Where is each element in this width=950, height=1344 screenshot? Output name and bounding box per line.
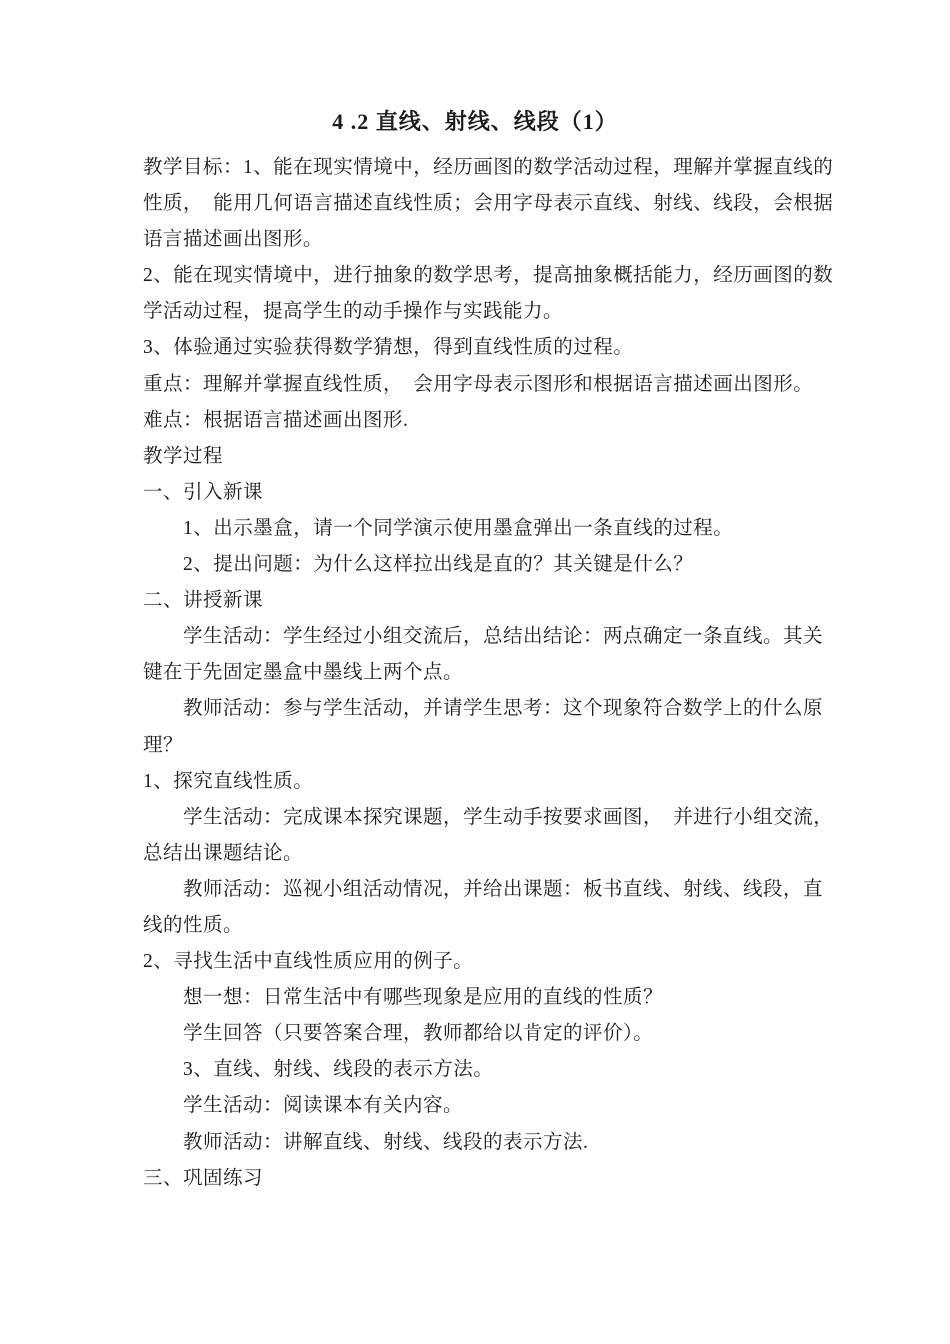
document-line: 线的性质。 bbox=[143, 914, 244, 936]
document-line: 想一想：日常生活中有哪些现象是应用的直线的性质？ bbox=[183, 987, 664, 1009]
document-line: 3、直线、射线、线段的表示方法。 bbox=[183, 1059, 494, 1081]
document-line: 语言描述画出图形。 bbox=[143, 229, 324, 251]
document-line: 重点：理解并掌握直线性质， 会用字母表示图形和根据语言描述画出图形。 bbox=[143, 373, 814, 395]
document-line: 总结出课题结论。 bbox=[143, 842, 304, 864]
document-line: 教师活动：巡视小组活动情况，并给出课题：板书直线、射线、线段，直 bbox=[183, 878, 824, 900]
document-line: 学生活动：阅读课本有关内容。 bbox=[183, 1095, 464, 1117]
document-line: 三、巩固练习 bbox=[143, 1167, 264, 1189]
document-line: 2、寻找生活中直线性质应用的例子。 bbox=[143, 951, 474, 973]
document-line: 理？ bbox=[143, 734, 184, 756]
document-line: 1、出示墨盒，请一个同学演示使用墨盒弹出一条直线的过程。 bbox=[183, 517, 734, 539]
document-line: 教学目标：1、能在现实情境中，经历画图的数学活动过程，理解并掌握直线的 bbox=[143, 157, 834, 178]
document-line: 学生回答（只要答案合理，教师都给以肯定的评价）。 bbox=[183, 1023, 654, 1045]
document-line: 学生活动：学生经过小组交流后，总结出结论：两点确定一条直线。其关 bbox=[183, 626, 824, 648]
document-line: 2、能在现实情境中，进行抽象的数学思考，提高抽象概括能力，经历画图的数 bbox=[143, 265, 834, 287]
document-line: 教师活动：参与学生活动，并请学生思考：这个现象符合数学上的什么原 bbox=[183, 698, 824, 720]
document-line: 学生活动：完成课本探究课题，学生动手按要求画图， 并进行小组交流， bbox=[183, 806, 834, 828]
document-line: 3、体验通过实验获得数学猜想，得到直线性质的过程。 bbox=[143, 337, 634, 359]
document-line: 键在于先固定墨盒中墨线上两个点。 bbox=[143, 662, 464, 684]
document-line: 教学过程 bbox=[143, 445, 224, 467]
document-line: 2、提出问题：为什么这样拉出线是直的？其关键是什么？ bbox=[183, 554, 694, 576]
document-line: 1、探究直线性质。 bbox=[143, 770, 314, 792]
document-title: 4 .2 直线、射线、线段（1） bbox=[332, 109, 618, 134]
document-line: 二、讲授新课 bbox=[143, 590, 264, 612]
document-body bbox=[143, 150, 834, 1197]
document-line: 教师活动：讲解直线、射线、线段的表示方法. bbox=[183, 1131, 589, 1153]
document-line: 性质， 能用几何语言描述直线性质；会用字母表示直线、射线、线段，会根据 bbox=[143, 193, 834, 215]
document-line: 难点：根据语言描述画出图形. bbox=[143, 409, 409, 431]
document-line: 学活动过程，提高学生的动手操作与实践能力。 bbox=[143, 301, 564, 323]
document-line: 一、引入新课 bbox=[143, 481, 264, 503]
